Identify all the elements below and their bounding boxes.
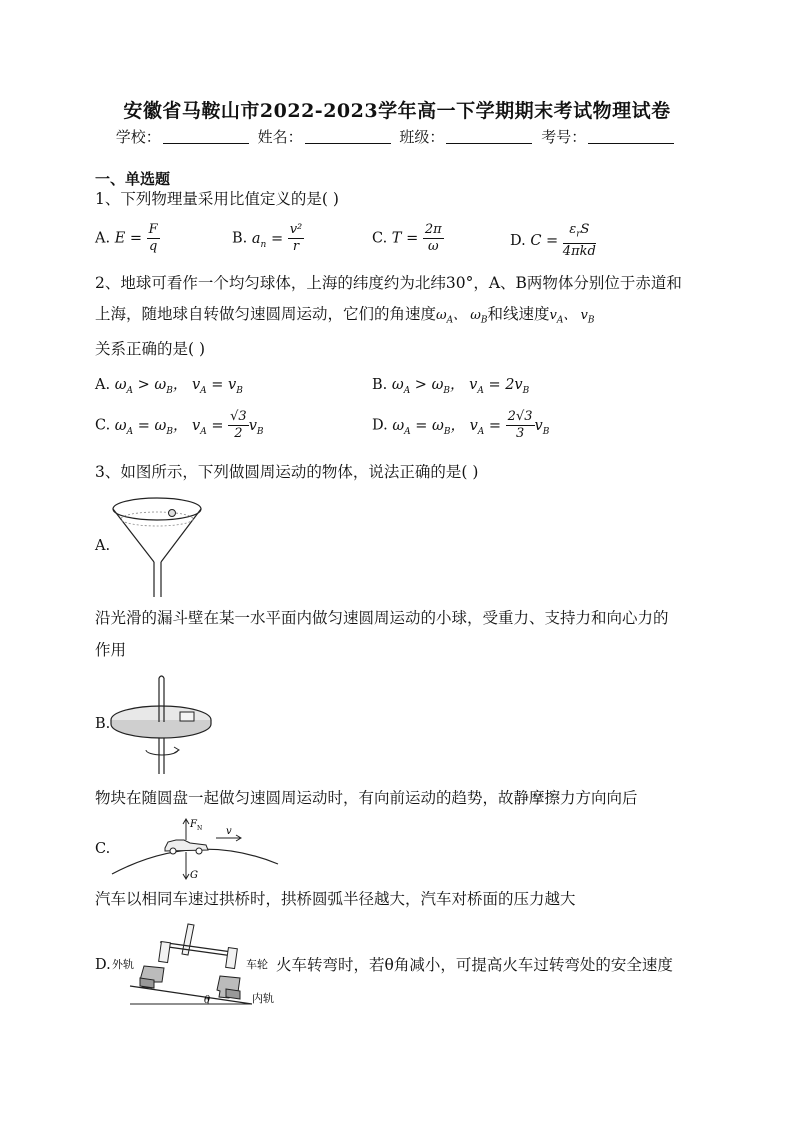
q2-text-b: 和线速度	[487, 305, 550, 323]
q1-option-b[interactable]	[232, 222, 304, 255]
school-label: 学校：	[115, 128, 161, 146]
question-3-stem: 3、如图所示，下列做圆周运动的物体，说法正确的是( )	[95, 463, 479, 481]
q3-option-a-desc-2: 作用	[95, 641, 127, 659]
velocity-symbols: $v_A$、 $v_B$	[549, 308, 595, 326]
option-label: D.	[372, 417, 388, 434]
q2-option-d[interactable]	[372, 409, 549, 442]
banked-track-figure	[112, 914, 282, 1008]
option-formula: $\omega_A > \omega_B$， $v_A = v_B$	[114, 377, 243, 396]
name-blank[interactable]	[305, 129, 391, 144]
q2-text-a: 上海，随地球自转做匀速圆周运动，它们的角速度	[95, 305, 437, 323]
subscript: n	[260, 239, 267, 250]
denominator: ω	[427, 239, 439, 254]
option-label: B.	[372, 377, 388, 393]
numerator: 2π	[424, 222, 442, 237]
class-blank[interactable]	[446, 129, 532, 144]
option-label: C.	[95, 417, 111, 434]
area-symbol: S	[580, 222, 590, 237]
q2-option-a[interactable]	[95, 373, 243, 396]
formula-lhs	[251, 230, 284, 250]
q3-option-b-label[interactable]: B.	[95, 716, 111, 732]
q3-option-c-label[interactable]: C.	[95, 841, 111, 857]
option-label: D.	[510, 232, 526, 249]
page-title: 安徽省马鞍山市2022-2023学年高一下学期期末考试物理试卷	[123, 100, 671, 122]
q1-option-c[interactable]	[372, 222, 444, 255]
q1-option-a[interactable]	[95, 222, 160, 255]
formula-lhs: T =	[391, 230, 419, 247]
formula-lhs: C =	[530, 232, 559, 249]
name-label: 姓名：	[257, 128, 303, 146]
fraction	[288, 222, 305, 255]
exam-number-label: 考号：	[541, 128, 587, 146]
numerator	[563, 222, 596, 244]
theta-label: θ	[204, 995, 211, 1006]
exam-number-blank[interactable]	[588, 129, 674, 144]
normal-force-subscript: N	[197, 825, 203, 832]
class-label: 班级：	[399, 128, 445, 146]
omega-symbols: $\omega_A$、 $\omega_B$	[436, 308, 488, 326]
fraction	[147, 222, 160, 255]
fraction	[423, 222, 444, 255]
section-heading: 一、单选题	[95, 170, 171, 188]
q2-option-b[interactable]	[372, 373, 529, 396]
question-2-line-1: 2、地球可看作一个均匀球体，上海的纬度约为北纬30°，A、B两物体分别位于赤道和	[95, 274, 682, 292]
numerator: F	[148, 222, 158, 237]
option-label: A.	[95, 230, 111, 247]
q3-option-b-desc: 物块在随圆盘一起做匀速圆周运动时，有向前运动的趋势，故静摩擦力方向向后	[95, 789, 638, 807]
q3-option-a-desc-1: 沿光滑的漏斗壁在某一水平面内做匀速圆周运动的小球，受重力、支持力和向心力的	[95, 609, 669, 627]
option-formula: $\omega_A = \omega_B$， $v_A$ = $\frac{√3}{2}$ $v_B$	[114, 409, 264, 441]
option-formula: $\omega_A > \omega_B$， $v_A = 2v_B$	[391, 377, 530, 396]
subscript: r	[576, 229, 581, 240]
question-2-line-3: 关系正确的是( )	[95, 340, 206, 358]
symbol: a	[251, 230, 261, 247]
epsilon: ε	[569, 222, 577, 237]
equals: =	[270, 230, 284, 247]
option-label: A.	[95, 377, 111, 393]
arch-bridge-figure	[110, 814, 280, 884]
funnel-figure	[110, 492, 210, 600]
fraction	[563, 222, 596, 260]
rotating-disc-figure	[108, 670, 218, 778]
outer-rail-label: 外轨	[112, 958, 134, 971]
school-blank[interactable]	[163, 129, 249, 144]
option-formula: $\omega_A = \omega_B$， $v_A$ = $\frac{2√3}{3}$ $v_B$	[392, 409, 550, 441]
denominator: 4πkd	[562, 243, 596, 259]
q1-option-d[interactable]	[510, 222, 596, 260]
question-2-line-2	[95, 299, 695, 337]
numerator: v²	[289, 222, 303, 237]
inner-rail-label: 内轨	[252, 992, 274, 1005]
denominator: r	[292, 239, 300, 254]
q2-option-c[interactable]	[95, 409, 264, 442]
gravity-label: G	[190, 870, 198, 881]
denominator: q	[149, 239, 158, 254]
question-1-stem: 1、下列物理量采用比值定义的是( )	[95, 190, 339, 208]
velocity-label: v	[226, 826, 232, 837]
q3-option-d-desc: 火车转弯时，若θ角减小，可提高火车过转弯处的安全速度	[276, 956, 673, 974]
student-info-row	[0, 126, 794, 147]
q3-option-c-desc: 汽车以相同车速过拱桥时，拱桥圆弧半径越大，汽车对桥面的压力越大	[95, 890, 576, 908]
formula-lhs: E =	[114, 230, 143, 247]
q3-option-d-label[interactable]: D.	[95, 957, 111, 973]
q3-option-a-label[interactable]: A.	[95, 538, 111, 554]
wheel-label: 车轮	[246, 958, 268, 971]
option-label: C.	[372, 230, 388, 247]
normal-force-label: F	[190, 819, 197, 830]
option-label: B.	[232, 230, 248, 247]
